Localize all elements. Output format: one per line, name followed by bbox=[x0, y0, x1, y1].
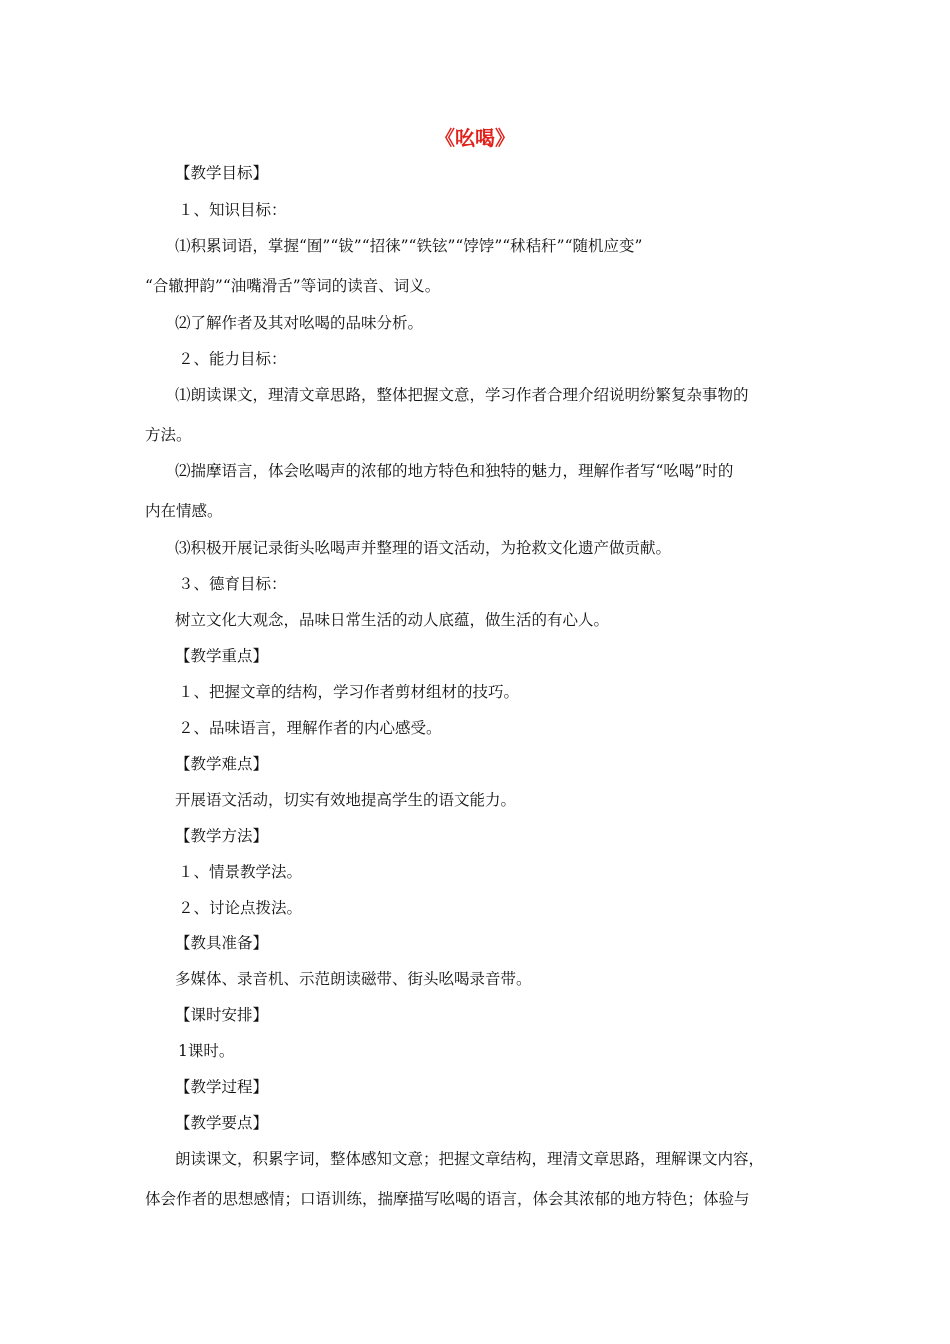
paragraph-line: 朗读课文，积累字词，整体感知文意；把握文章结构，理清文章思路，理解课文内容， bbox=[175, 1150, 765, 1168]
paragraph-line: ⑶积极开展记录街头吆喝声并整理的语文活动，为抢救文化遗产做贡献。 bbox=[175, 539, 672, 557]
moral-goal-heading: ３、德育目标： bbox=[178, 575, 287, 593]
paragraph-line: 内在情感。 bbox=[145, 502, 223, 520]
paragraph-line: 方法。 bbox=[145, 426, 192, 444]
knowledge-goal-heading: １、知识目标： bbox=[178, 201, 287, 219]
ability-goal-heading: ２、能力目标： bbox=[178, 350, 287, 368]
paragraph-line: 多媒体、录音机、示范朗读磁带、街头吆喝录音带。 bbox=[175, 970, 532, 988]
section-heading-difficulties: 【教学难点】 bbox=[175, 755, 269, 773]
section-heading-methods: 【教学方法】 bbox=[175, 827, 269, 845]
paragraph-line: ⑵揣摩语言，体会吆喝声的浓郁的地方特色和独特的魅力，理解作者写“吆喝”时的 bbox=[175, 462, 734, 480]
section-heading-main-points: 【教学要点】 bbox=[175, 1114, 269, 1132]
section-heading-process: 【教学过程】 bbox=[175, 1078, 269, 1096]
paragraph-line: ⑴积累词语，掌握“囿”“钹”“招徕”“铁铉”“饽饽”“秫秸秆”“随机应变” bbox=[175, 237, 643, 255]
document-title: 《吆喝》 bbox=[435, 126, 515, 150]
paragraph-line: 体会作者的思想感情；口语训练，揣摩描写吆喝的语言，体会其浓郁的地方特色；体验与 bbox=[145, 1190, 750, 1208]
list-item: ２、品味语言，理解作者的内心感受。 bbox=[178, 719, 442, 737]
section-heading-objectives: 【教学目标】 bbox=[175, 164, 269, 182]
paragraph-line: ⑵了解作者及其对吆喝的品味分析。 bbox=[175, 314, 424, 332]
paragraph-line: ⑴朗读课文，理清文章思路，整体把握文意，学习作者合理介绍说明纷繁复杂事物的 bbox=[175, 386, 749, 404]
section-heading-key-points: 【教学重点】 bbox=[175, 647, 269, 665]
paragraph-line: 树立文化大观念，品味日常生活的动人底蕴，做生活的有心人。 bbox=[175, 611, 610, 629]
list-item: １、把握文章的结构，学习作者剪材组材的技巧。 bbox=[178, 683, 520, 701]
paragraph-line: “合辙押韵”“油嘴滑舌”等词的读音、词义。 bbox=[145, 277, 441, 295]
list-item: １、情景教学法。 bbox=[178, 863, 303, 881]
list-item: ２、讨论点拨法。 bbox=[178, 899, 303, 917]
paragraph-line: 1课时。 bbox=[178, 1042, 235, 1060]
section-heading-materials: 【教具准备】 bbox=[175, 934, 269, 952]
section-heading-schedule: 【课时安排】 bbox=[175, 1006, 269, 1024]
paragraph-line: 开展语文活动，切实有效地提高学生的语文能力。 bbox=[175, 791, 517, 809]
